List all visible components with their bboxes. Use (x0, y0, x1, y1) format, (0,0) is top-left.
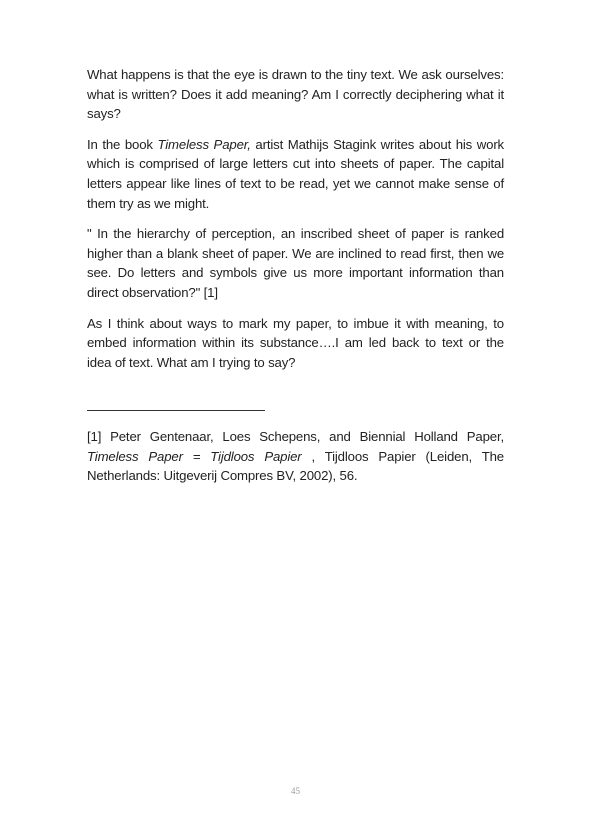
paragraph-2-text-start: In the book (87, 136, 158, 152)
book-title: Timeless Paper, (157, 136, 251, 152)
footnote (87, 427, 504, 486)
paragraph-1-text: What happens is that the eye is drawn to the tiny text. We ask ourselves: what is written? Does it add meaning? Am I correctly deciphering what it says? (87, 67, 504, 122)
paragraph-2 (87, 135, 504, 213)
footnote-book-title: Timeless Paper = Tijdloos Papier (87, 448, 302, 464)
paragraph-3-quote (87, 224, 504, 302)
footnote-separator (87, 410, 265, 411)
footnote-text-start: [1] Peter Gentenaar, Loes Schepens, and Biennial Holland Paper, (87, 429, 504, 444)
footnote-text-end: , Tijdloos Papier (Leiden, The Netherlands: Uitgeverij Compres BV, 2002), 56. (87, 448, 504, 484)
paragraph-1 (87, 65, 504, 124)
paragraph-2-text-end: artist Mathijs Stagink writes about his work which is comprised of large letters cut into sheets of paper. The capital letters appear like lines of text to be read, yet we cannot make sense of them try as we might. (87, 136, 505, 211)
paragraph-4 (87, 314, 504, 373)
paragraph-3-text: " In the hierarchy of perception, an inscribed sheet of paper is ranked higher than a blank sheet of paper. We are inclined to read first, then we see. Do letters and symbols give us more important information than direct observation?" [1] (87, 226, 504, 300)
paragraph-4-text: As I think about ways to mark my paper, to imbue it with meaning, to embed information within its substance….I am led back to text or the idea of text. What am I trying to say? (87, 315, 504, 370)
body-text (87, 65, 504, 383)
page-number: 45 (291, 786, 300, 796)
